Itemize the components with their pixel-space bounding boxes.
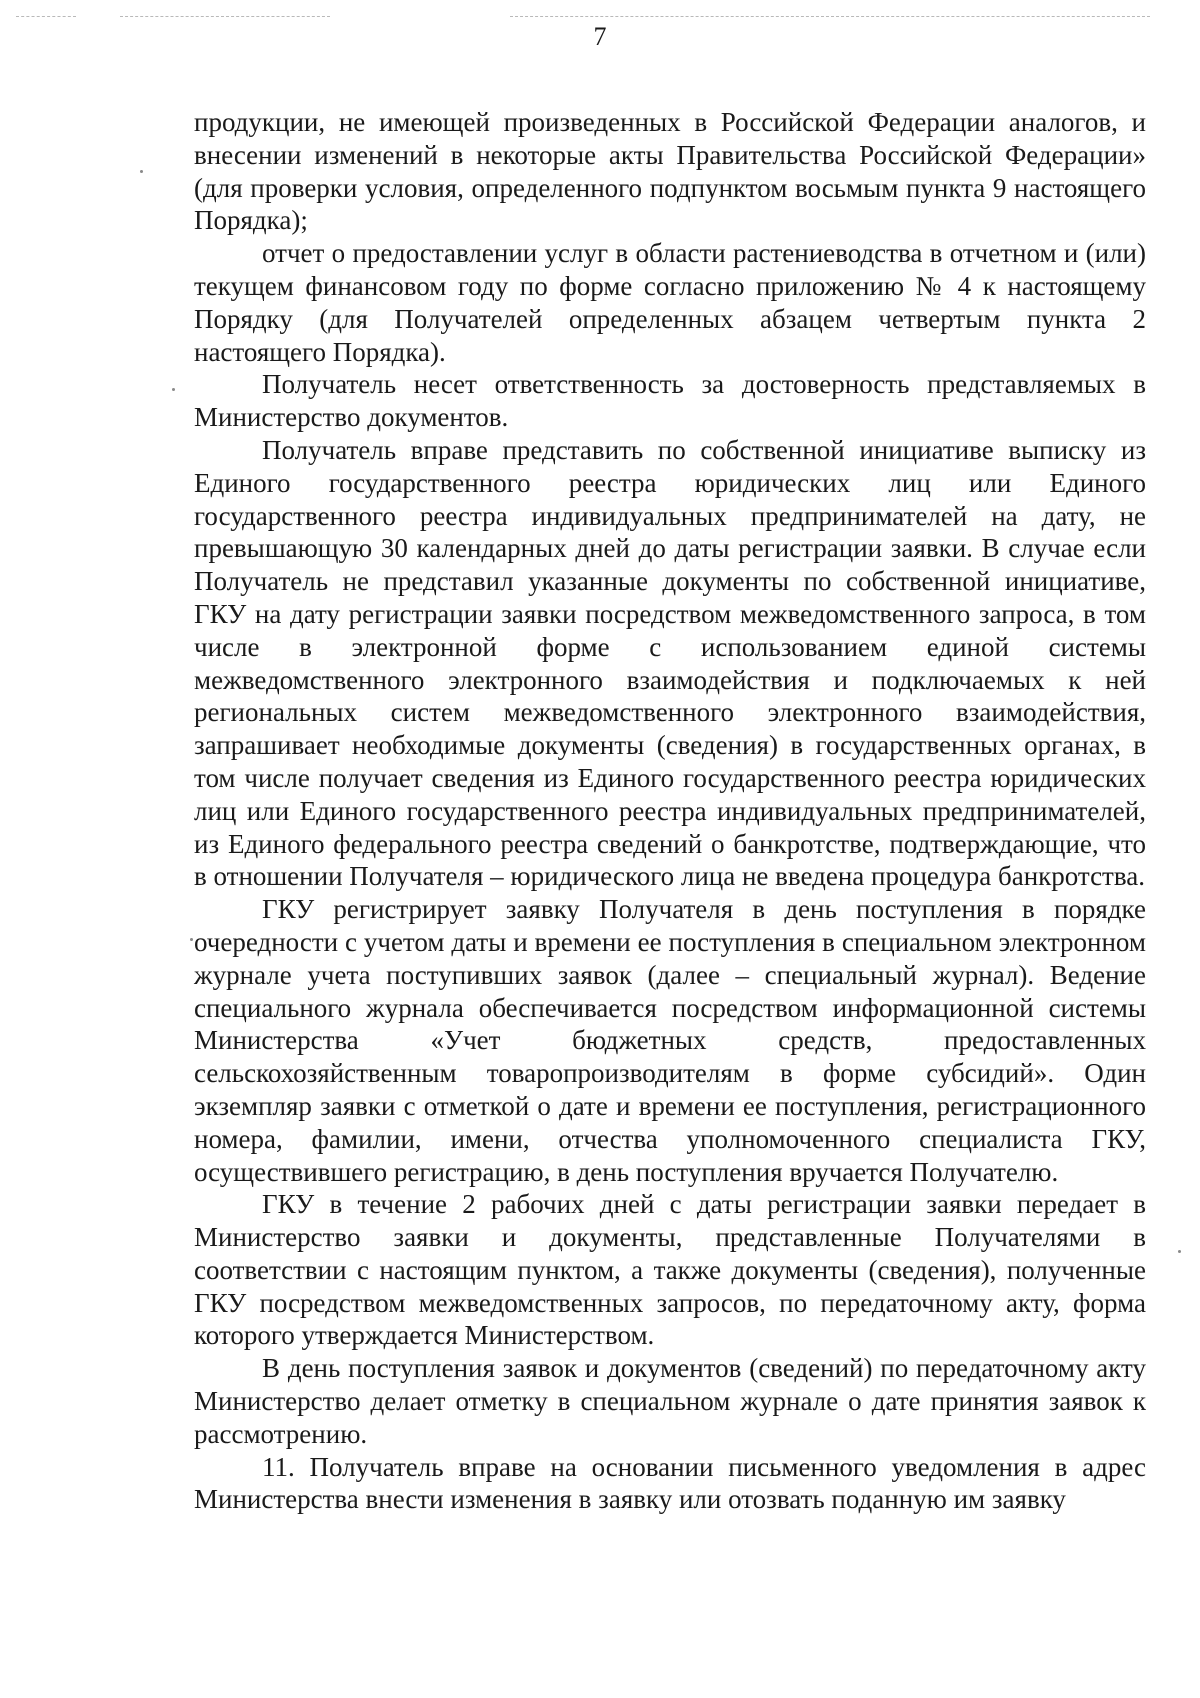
paragraph: отчет о предоставлении услуг в области растениеводства в отчетном и (или) текущем финансовом году по форме согласно приложению № 4 к настоящему Порядку (для Получателей определенных абзацем четвертым пункта 2 настоящего Порядка). xyxy=(194,238,1146,367)
scan-artifact-left xyxy=(16,16,76,17)
scan-speck xyxy=(190,938,193,941)
scan-artifact-right xyxy=(510,16,1150,17)
paragraph: ГКУ в течение 2 рабочих дней с даты регистрации заявки передает в Министерство заявки и документы, представленные Получателями в соответствии с настоящим пунктом, а также документы (сведения), полученные ГКУ посредством межведомственных запросов, по передаточному акту, форма которого утверждается Министерством. xyxy=(194,1189,1146,1351)
page-number: 7 xyxy=(593,22,607,51)
paragraph: Получатель несет ответственность за достоверность представляемых в Министерство документов. xyxy=(194,369,1146,433)
paragraph: В день поступления заявок и документов (сведений) по передаточному акту Министерство делает отметку в специальном журнале о дате принятия заявок к рассмотрению. xyxy=(194,1353,1146,1449)
paragraph: продукции, не имеющей произведенных в Российской Федерации аналогов, и внесении изменений в некоторые акты Правительства Российской Федерации» (для проверки условия, определенного подпунктом восьмым пункта 9 настоящего Порядка); xyxy=(194,107,1146,236)
document-body xyxy=(194,106,1146,1516)
scan-speck xyxy=(1178,1250,1181,1253)
scan-speck xyxy=(140,170,143,173)
scan-speck xyxy=(172,388,175,391)
paragraph: ГКУ регистрирует заявку Получателя в день поступления в порядке очередности с учетом даты и времени ее поступления в специальном электронном журнале учета поступивших заявок (далее – специальный журнал). Ведение специального журнала обеспечивается посредством информационной системы Министерства «Учет бюджетных средств, предоставленных сельскохозяйственным товаропроизводителям в форме субсидий». Один экземпляр заявки с отметкой о дате и времени ее поступления, регистрационного номера, фамилии, имени, отчества уполномоченного специалиста ГКУ, осуществившего регистрацию, в день поступления вручается Получателю. xyxy=(194,894,1146,1187)
scan-artifact-left-2 xyxy=(120,16,330,17)
paragraph: 11. Получатель вправе на основании письменного уведомления в адрес Министерства внести изменения в заявку или отозвать поданную им заявку xyxy=(194,1451,1146,1515)
paragraph: Получатель вправе представить по собственной инициативе выписку из Единого государственного реестра юридических лиц или Единого государственного реестра индивидуальных предпринимателей на дату, не превышающую 30 календарных дней до даты регистрации заявки. В случае если Получатель не представил указанные документы по собственной инициативе, ГКУ на дату регистрации заявки посредством межведомственного запроса, в том числе в электронной форме с использованием единой системы межведомственного электронного взаимодействия и подключаемых к ней региональных систем межведомственного электронного взаимодействия, запрашивает необходимые документы (сведения) в государственных органах, в том числе получает сведения из Единого государственного реестра юридических лиц или Единого государственного реестра индивидуальных предпринимателей, из Единого федерального реестра сведений о банкротстве, подтверждающие, что в отношении Получателя – юридического лица не введена процедура банкротства. xyxy=(194,434,1146,892)
